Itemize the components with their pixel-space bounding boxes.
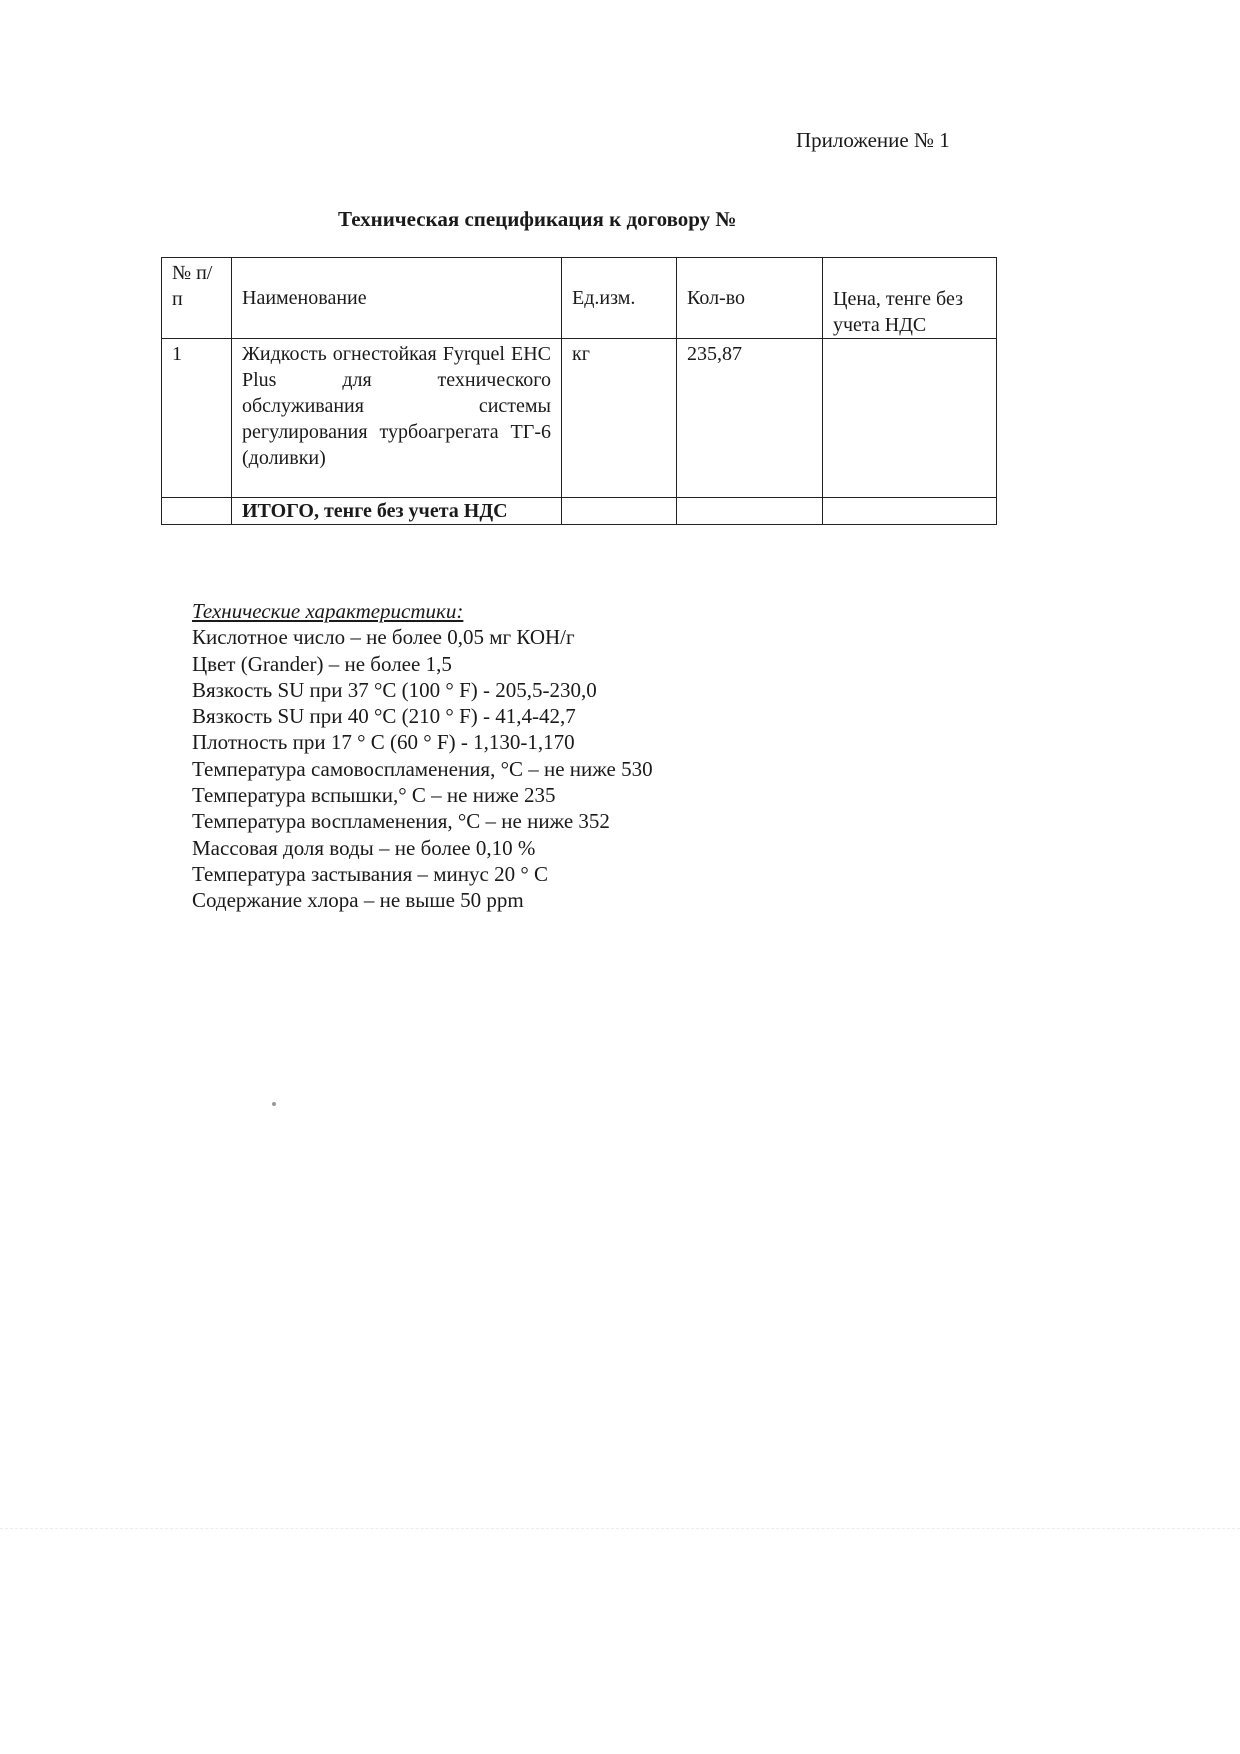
header-price: Цена, тенге без учета НДС (823, 258, 997, 339)
appendix-label: Приложение № 1 (796, 128, 950, 152)
row-qty: 235,87 (677, 339, 823, 498)
total-unit-cell (562, 498, 677, 525)
total-qty-cell (677, 498, 823, 525)
header-qty: Кол-во (677, 258, 823, 339)
characteristic-item: Кислотное число – не более 0,05 мг КОН/г (192, 625, 575, 650)
characteristic-item: Вязкость SU при 40 °С (210 ° F) - 41,4-42,7 (192, 704, 576, 729)
characteristic-item: Температура воспламенения, °С – не ниже 352 (192, 809, 610, 834)
scan-artifact-line (0, 1528, 1240, 1529)
characteristic-item: Вязкость SU при 37 °С (100 ° F) - 205,5-230,0 (192, 677, 597, 702)
total-num-cell (162, 498, 232, 525)
characteristic-item: Содержание хлора – не выше 50 ppm (192, 888, 524, 913)
characteristic-item: Плотность при 17 ° С (60 ° F) - 1,130-1,170 (192, 730, 575, 755)
header-name: Наименование (232, 258, 562, 339)
characteristic-item: Цвет (Grander) – не более 1,5 (192, 651, 452, 676)
row-price (823, 339, 997, 498)
table-header-row (162, 258, 997, 339)
characteristics-heading: Технические характеристики: (192, 599, 464, 623)
header-unit: Ед.изм. (562, 258, 677, 339)
characteristic-item: Температура вспышки,° С – не ниже 235 (192, 783, 556, 808)
total-label: ИТОГО, тенге без учета НДС (232, 498, 562, 525)
row-unit: кг (562, 339, 677, 498)
characteristic-item: Температура самовоспламенения, °С – не ниже 530 (192, 756, 653, 781)
specification-table (161, 257, 997, 525)
technical-characteristics (192, 598, 653, 914)
row-num: 1 (162, 339, 232, 498)
total-price-cell (823, 498, 997, 525)
total-row (162, 498, 997, 525)
table-row (162, 339, 997, 498)
header-num: № п/п (162, 258, 232, 339)
document-title: Техническая спецификация к договору № (338, 207, 737, 231)
characteristic-item: Массовая доля воды – не более 0,10 % (192, 835, 536, 860)
row-name: Жидкость огнестойкая Fyrquel EHC Plus для технического обслуживания системы регулирования турбоагрегата ТГ-6 (доливки) (232, 339, 562, 498)
characteristic-item: Температура застывания – минус 20 ° С (192, 861, 549, 886)
scan-speck (272, 1102, 276, 1106)
